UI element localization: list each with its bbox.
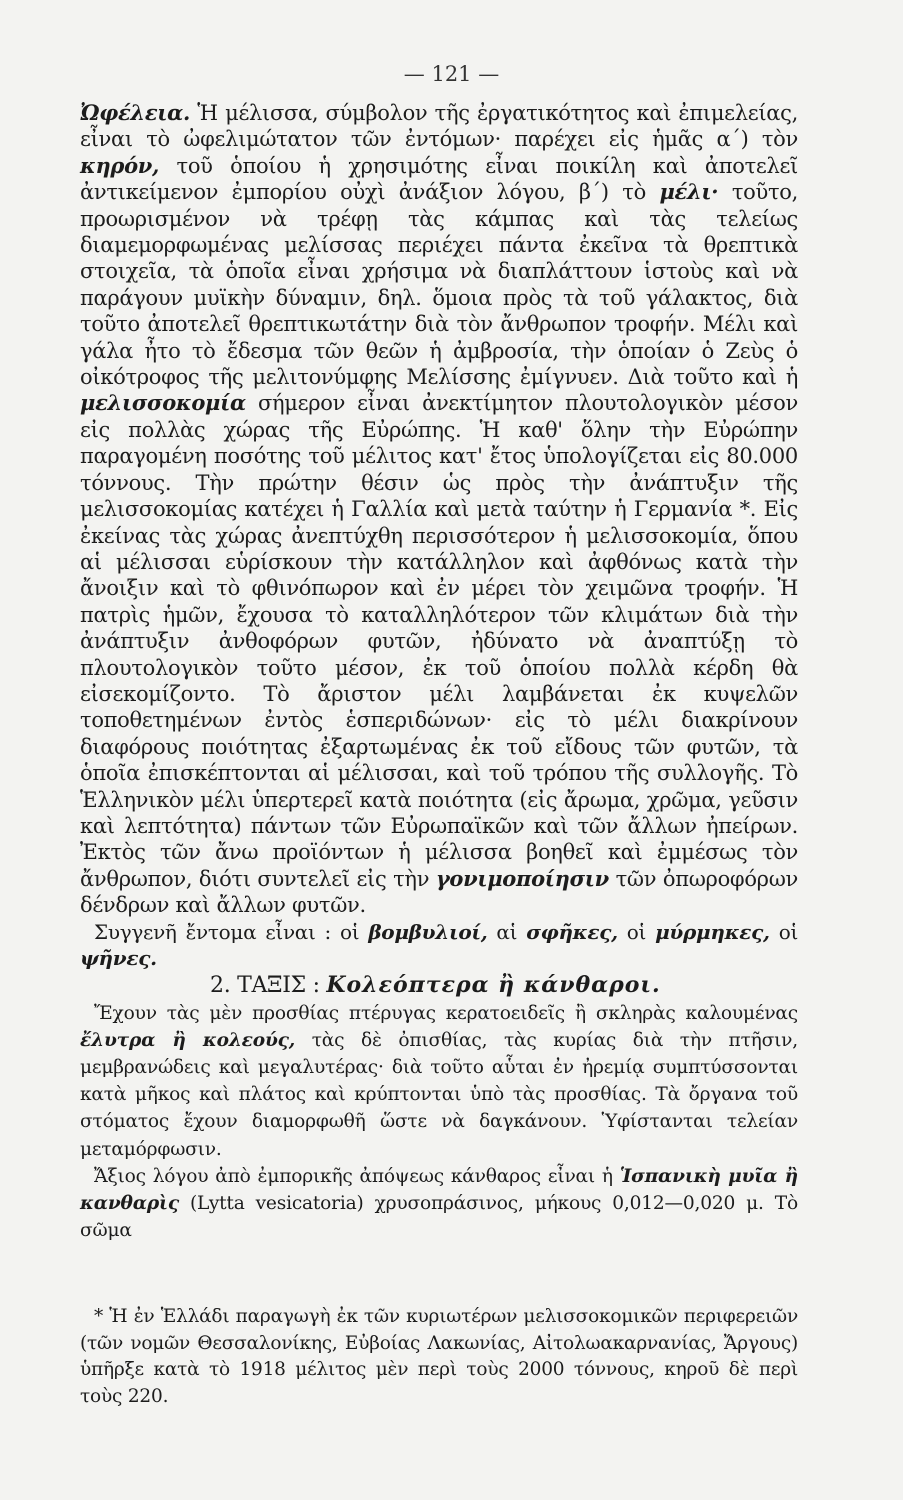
- term-elytra: ἔλυτρα ἢ κολεούς,: [80, 1029, 296, 1051]
- text-run: (Lytta vesicatoria) χρυσοπράσινος, μήκους 0,012—0,020 μ. Τὸ σῶμα: [80, 1193, 798, 1242]
- text-run: Ἡ μέλισσα, σύμβολον τῆς ἐργατικότητος καὶ ἐπιμελείας, εἶναι τὸ ὠφελιμώτατον τῶν ἐντόμων· παρέχει εἰς ἡμᾶς α΄) τὸν: [80, 101, 798, 152]
- paragraph-spanish-fly: [80, 1163, 798, 1245]
- related-insects-line: [80, 919, 798, 971]
- term-gall-wasps: ψῆνες.: [80, 945, 157, 970]
- text-run: σήμερον εἶναι ἀνεκτίμητον πλουτολογικὸν μέσον εἰς πολλὰς χώρας τῆς Εὐρώπης. Ἡ καθ' ὅλην τὴν Εὐρώπην παραγομένη ποσότης τοῦ μέλιτος κατ' ἔτος ὑπολογίζεται εἰς 80.000 τόννους. Τὴν πρώτην θέσιν ὡς πρὸς τὴν ἀνάπτυξιν τῆς μελισσοκομίας κατέχει ἡ Γαλλία καὶ μετὰ ταύτην ἡ Γερμανία *. Εἰς ἐκείνας τὰς χώρας ἀνεπτύχθη περισσότερον ἡ μελισσοκομία, ὅπου αἱ μέλισσαι εὑρίσκουν τὴν κατάλληλον καὶ ἀφθόνως κατὰ τὴν ἄνοιξιν καὶ τὸ φθινόπωρον καὶ ἐν μέρει τὸν χειμῶνα τροφήν. Ἡ πατρὶς ἡμῶν, ἔχουσα τὸ καταλληλότερον τῶν κλιμάτων διὰ τὴν ἀνάπτυξιν ἀνθοφόρων φυτῶν, ἠδύνατο νὰ ἀναπτύξῃ τὸ πλουτολογικὸν τοῦτο μέσον, ἐκ τοῦ ὁποίου πολλὰ κέρδη θὰ εἰσεκομίζοντο. Τὸ ἄριστον μέλι λαμβάνεται ἐκ κυψελῶν τοποθετημένων ἐντὸς ἑσπεριδώνων· εἰς τὸ μέλι διακρίνουν διαφόρους ποιότητας ἐξαρτωμένας ἐκ τοῦ εἴδους τῶν φυτῶν, τὰ ὁποῖα ἐπισκέπτονται αἱ μέλισσαι, καὶ τοῦ τρόπου τῆς συλλογῆς. Τὸ Ἑλληνικὸν μέλι ὑπερτερεῖ κατὰ ποιότητα (εἰς ἄρωμα, χρῶμα, γεῦσιν καὶ λεπτότητα) πάντων τῶν Εὐρωπαϊκῶν καὶ τῶν ἄλλων ἠπείρων. Ἐκτὸς τῶν ἄνω προϊόντων ἡ μέλισσα βοηθεῖ καὶ ἐμμέσως τὸν ἄνθρωπον, διότι συντελεῖ εἰς τὴν: [80, 391, 798, 891]
- term-wasps: σφῆκες,: [526, 919, 618, 944]
- paragraph-coleoptera: [80, 1000, 798, 1163]
- main-text: [80, 100, 798, 1244]
- section-title: Ὠφέλεια.: [80, 100, 191, 125]
- term-bumblebees: βομβυλιοί,: [368, 919, 488, 944]
- term-spanish-fly: Ἱσπανικὴ μυῖα ἢ κανθαρὶς: [80, 1165, 798, 1215]
- term-ants: μύρμηκες,: [655, 919, 770, 944]
- footnote-text: * Ἡ ἐν Ἑλλάδι παραγωγὴ ἐκ τῶν κυριωτέρων μελισσοκομικῶν περιφερειῶν (τῶν νομῶν Θεσσαλονίκης, Εὐβοίας Λακωνίας, Αἰτολωακαρνανίας, Ἄργους) ὑπῆρξε κατὰ τὸ 1918 μέλιτος μὲν περὶ τοὺς 2000 τόννους, κηροῦ δὲ περὶ τοὺς 220.: [80, 1306, 798, 1407]
- text-run: οἱ: [769, 919, 798, 944]
- term-honey: μέλι·: [659, 179, 719, 205]
- text-run: τὰς δὲ ὀπισθίας, τὰς κυρίας διὰ τὴν πτῆσιν, μεμβρανώδεις καὶ μεγαλυτέρας· διὰ τοῦτο αὗται ἐν ἠρεμίᾳ συμπτύσσονται κατὰ μῆκος καὶ πλάτος καὶ κρύπτονται ὑπὸ τὰς προσθίας. Τὰ ὄργανα τοῦ στόματος ἔχουν διαμορφωθῆ ὥστε νὰ δαγκάνουν. Ὑφίστανται τελείαν μεταμόρφωσιν.: [80, 1029, 798, 1160]
- heading-number: 2. ΤΑΞΙΣ :: [210, 972, 320, 998]
- page-number: — 121 —: [403, 62, 500, 86]
- text-run: τοῦτο, προωρισμένον νὰ τρέφῃ τὰς κάμπας καὶ τὰς τελείως διαμεμορφωμένας μελίσσας περιέχει πάντα ἐκεῖνα τὰ θρεπτικὰ στοιχεῖα, τὰ ὁποῖα εἶναι χρήσιμα νὰ διαπλάττουν ἱστοὺς καὶ νὰ παράγουν μυϊκὴν δύναμιν, δηλ. ὅμοια πρὸς τὰ τοῦ γάλακτος, διὰ τοῦτο ἀποτελεῖ θρεπτικωτάτην διὰ τὸν ἄνθρωπον τροφήν. Μέλι καὶ γάλα ἦτο τὸ ἔδεσμα τῶν θεῶν ἡ ἀμβροσία, τὴν ὁποίαν ὁ Ζεὺς ὁ οἰκότροφος τῆς μελιτονύμφης Μελίσσης ἐμίγνυεν. Διὰ τοῦτο καὶ ἡ: [80, 180, 798, 390]
- text-run: οἱ: [617, 919, 656, 944]
- term-pollination: γονιμοποίησιν: [435, 865, 609, 891]
- heading-name: Κολεόπτερα ἢ κάνθαροι.: [326, 971, 661, 998]
- text-run: αἱ: [487, 919, 527, 944]
- term-beekeeping: μελισσοκομία: [80, 390, 246, 416]
- term-wax: κηρόν,: [80, 152, 160, 178]
- section-heading: [80, 971, 798, 1000]
- text-run: Συγγενῆ ἔντομα εἶναι : οἱ: [94, 919, 369, 944]
- text-run: Ἄξιος λόγου ἀπὸ ἐμπορικῆς ἀπόψεως κάνθαρος εἶναι ἡ: [94, 1165, 620, 1187]
- paragraph-benefits: [80, 100, 798, 919]
- text-run: Ἔχουν τὰς μὲν προσθίας πτέρυγας κερατοειδεῖς ἢ σκληρὰς καλουμένας: [94, 1002, 798, 1024]
- text-run: τῶν ὀπωροφόρων δένδρων καὶ ἄλλων φυτῶν.: [80, 866, 798, 918]
- text-run: τοῦ ὁποίου ἡ χρησιμότης εἶναι ποικίλη καὶ ἀποτελεῖ ἀντικείμενον ἐμπορίου οὐχὶ ἀνάξιον λόγου, β΄) τὸ: [80, 153, 798, 205]
- footnote: [80, 1304, 798, 1410]
